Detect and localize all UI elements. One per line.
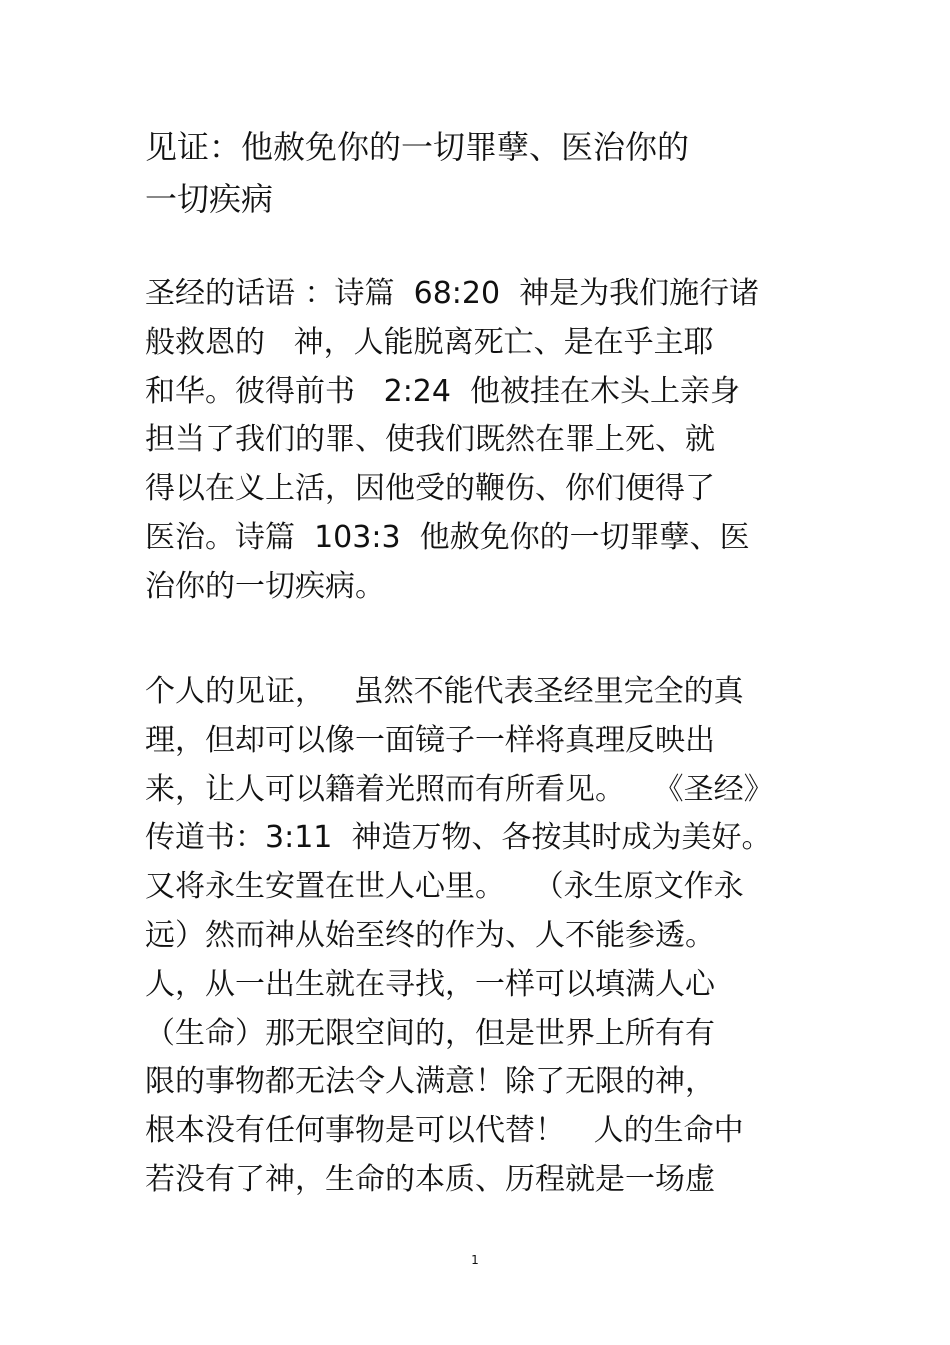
paragraph-line: 理，但却可以像一面镜子一样将真理反映出 (145, 722, 715, 758)
paragraph-line: （生命）那无限空间的，但是世界上所有有 (145, 1015, 715, 1051)
page-number: 1 (471, 1253, 479, 1267)
paragraph-line: 担当了我们的罪、使我们既然在罪上死、就 (145, 422, 715, 458)
paragraph-line: 治你的一切疾病。 (145, 568, 385, 604)
paragraph-line: 传道书：3:11 神造万物、各按其时成为美好。 (145, 820, 772, 856)
title-line: 见证：他赦免你的一切罪孽、医治你的 (145, 128, 690, 166)
scripture-paragraph (145, 270, 825, 612)
paragraph-line: 圣经的话语 ：诗篇 68:20 神是为我们施行诸 (145, 276, 760, 311)
paragraph-line: 若没有了神，生命的本质、历程就是一场虚 (145, 1161, 715, 1197)
paragraph-line: 医治。诗篇 103:3 他赦免你的一切罪孽、医 (145, 519, 750, 555)
paragraph-line: 和华。彼得前书 2:24 他被挂在木头上亲身 (145, 373, 741, 409)
paragraph-line: 得以在义上活，因他受的鞭伤、你们便得了 (145, 471, 715, 507)
title-line: 一切疾病 (145, 180, 274, 218)
paragraph-line: 又将永生安置在世人心里。 （永生原文作永 (145, 869, 744, 905)
testimony-paragraph (145, 668, 825, 1205)
paragraph-line: 远）然而神从始至终的作为、人不能参透。 (145, 917, 715, 953)
paragraph-line: 个人的见证， 虽然不能代表圣经里完全的真 (145, 674, 744, 709)
document-title (145, 121, 825, 225)
paragraph-line: 限的事物都无法令人满意！除了无限的神， (145, 1064, 715, 1100)
paragraph-line: 般救恩的 神，人能脱离死亡、是在乎主耶 (145, 324, 714, 360)
paragraph-line: 来，让人可以籍着光照而有所看见。 《圣经》 (145, 771, 774, 807)
paragraph-line: 根本没有任何事物是可以代替！ 人的生命中 (145, 1113, 744, 1149)
paragraph-line: 人，从一出生就在寻找，一样可以填满人心 (145, 966, 715, 1002)
